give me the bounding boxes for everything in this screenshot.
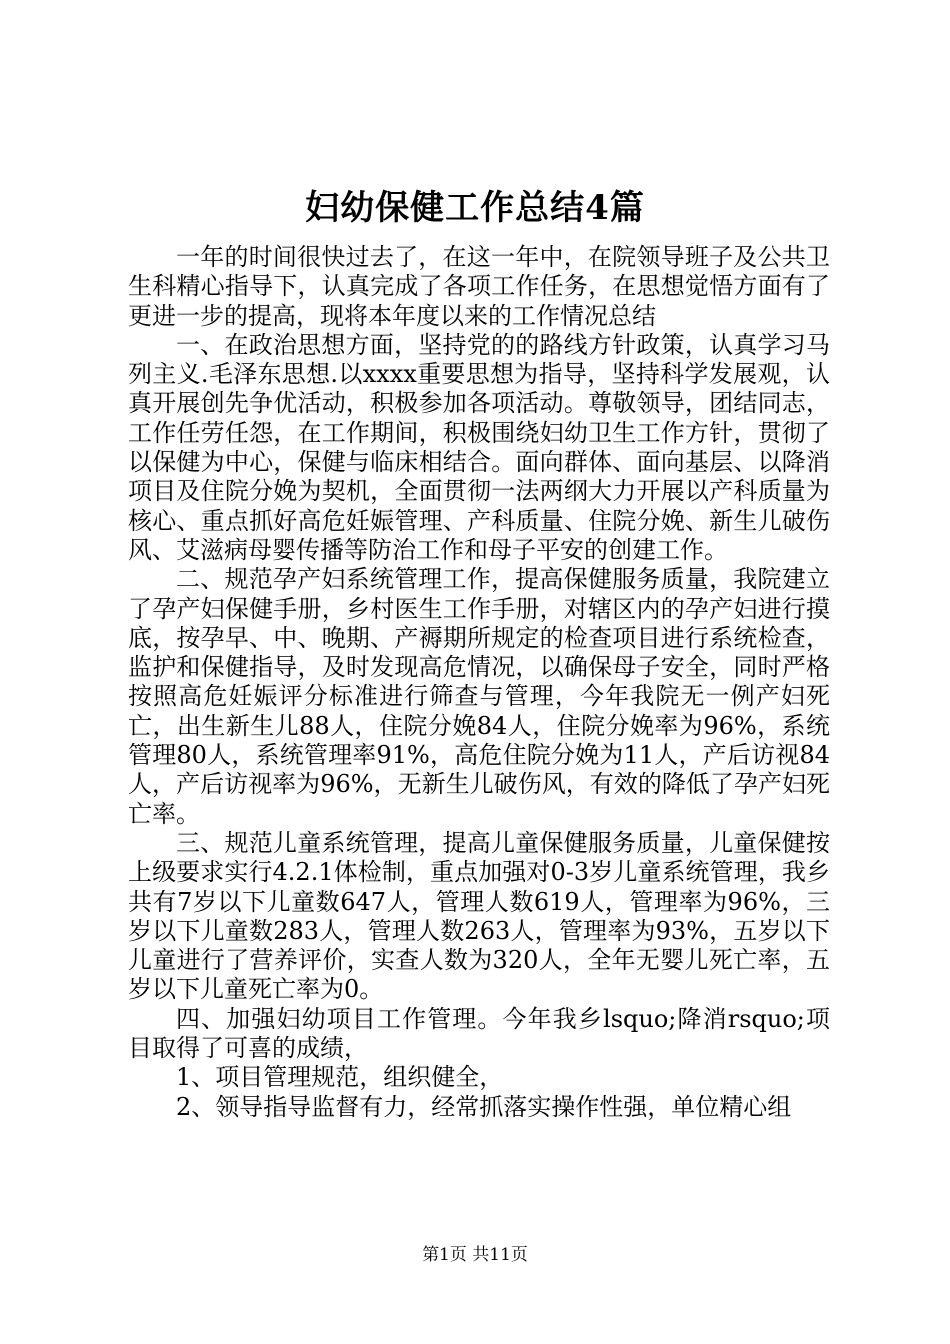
paragraph-item-2: 2、领导指导监督有力，经常抓落实操作性强，单位精心组	[176, 1092, 792, 1121]
paragraph-child-management: 三、规范儿童系统管理，提高儿童保健服务质量，儿童保健按上级要求实行4.2.1体检制，重点加强对0-3岁儿童系统管理，我乡共有7岁以下儿童数647人，管理人数619人，管理率为96%，三岁以下儿童数283人，管理人数263人，管理率为93%，五岁以下儿童进行了营养评价，实查人数为320人，全年无婴儿死亡率，五岁以下儿童死亡率为0。	[128, 828, 830, 1004]
paragraph-intro: 一年的时间很快过去了，在这一年中，在院领导班子及公共卫生科精心指导下，认真完成了各项工作任务，在思想觉悟方面有了更进一步的提高，现将本年度以来的工作情况总结	[128, 243, 830, 330]
page-number-footer: 第1页 共11页	[422, 1245, 528, 1265]
document-body	[128, 243, 830, 1122]
paragraph-maternal-management: 二、规范孕产妇系统管理工作，提高保健服务质量，我院建立了孕产妇保健手册，乡村医生工作手册，对辖区内的孕产妇进行摸底，按孕早、中、晚期、产褥期所规定的检查项目进行系统检查，监护和保健指导，及时发现高危情况，以确保母子安全，同时严格按照高危妊娠评分标准进行筛查与管理，今年我院无一例产妇死亡，出生新生儿88人，住院分娩84人，住院分娩率为96%，系统管理80人，系统管理率91%，高危住院分娩为11人，产后访视84人，产后访视率为96%，无新生儿破伤风，有效的降低了孕产妇死亡率。	[128, 565, 830, 828]
paragraph-item-1: 1、项目管理规范，组织健全，	[176, 1063, 504, 1092]
paragraph-political: 一、在政治思想方面，坚持党的的路线方针政策，认真学习马列主义.毛泽东思想.以xxxx重要思想为指导，坚持科学发展观，认真开展创先争优活动，积极参加各项活动。尊敬领导，团结同志，工作任劳任怨，在工作期间，积极围绕妇幼卫生工作方针，贯彻了以保健为中心，保健与临床相结合。面向群体、面向基层、以降消项目及住院分娩为契机，全面贯彻一法两纲大力开展以产科质量为核心、重点抓好高危妊娠管理、产科质量、住院分娩、新生儿破伤风、艾滋病母婴传播等防治工作和母子平安的创建工作。	[128, 330, 830, 564]
document-title: 妇幼保健工作总结4篇	[305, 188, 645, 228]
paragraph-project-management: 四、加强妇幼项目工作管理。今年我乡lsquo;降消rsquo;项目取得了可喜的成绩，	[128, 1004, 830, 1063]
